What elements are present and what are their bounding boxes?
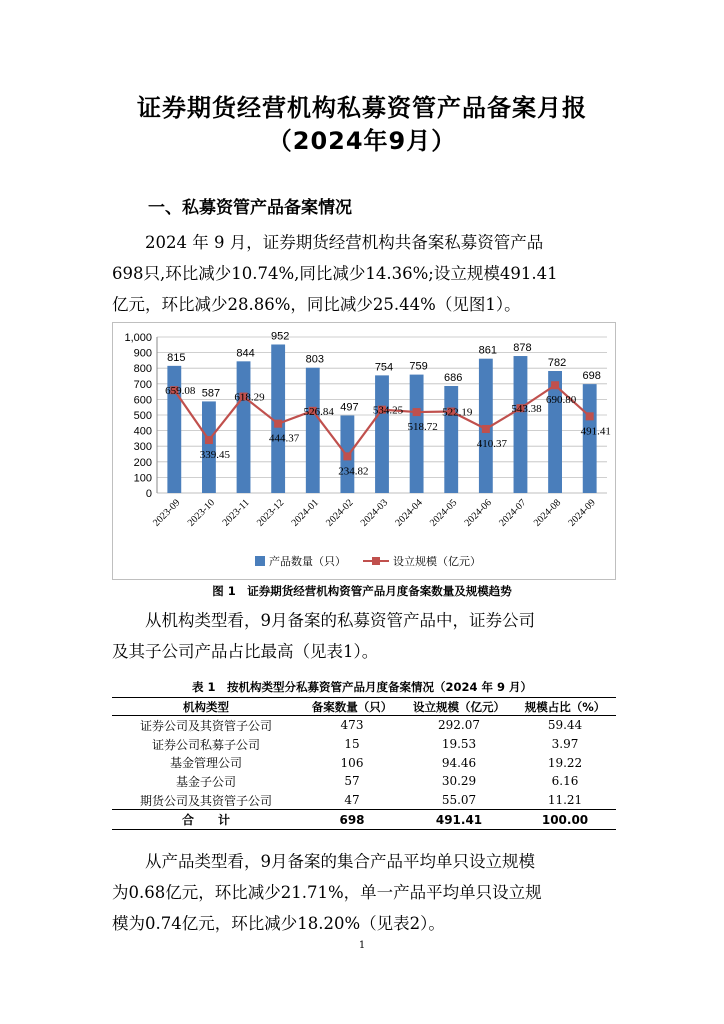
figure-caption: 图 1 证券期货经营机构资管产品月度备案数量及规模趋势 (212, 584, 512, 598)
table-cell: 证券公司及其资管子公司 (139, 718, 272, 733)
x-tick-label: 2023-11 (220, 497, 252, 529)
y-tick-label: 100 (133, 472, 152, 485)
line-data-label: 491.41 (580, 425, 611, 438)
y-tick-label: 300 (133, 441, 152, 454)
line-data-label: 518.72 (407, 421, 438, 434)
line-data-label: 690.80 (545, 394, 577, 407)
table-row (112, 735, 616, 754)
bar-data-label: 698 (582, 370, 601, 383)
table-row (112, 753, 616, 772)
bar (306, 368, 320, 493)
table-row (112, 716, 616, 735)
table-cell: 94.46 (441, 755, 477, 770)
x-tick-label: 2024-06 (462, 497, 494, 529)
bar-data-label: 754 (374, 361, 394, 374)
bar (514, 356, 528, 493)
paragraph-2-line-2: 及其子公司产品占比最高（见表1）。 (112, 642, 379, 661)
x-tick-label: 2024-08 (531, 497, 564, 529)
table-cell: 47 (344, 793, 360, 808)
table-cell: 106 (340, 755, 364, 770)
line-data-label: 234.82 (338, 465, 369, 478)
scale-point (551, 381, 559, 389)
bar (375, 375, 389, 493)
legend-label-scale: 设立规模（亿元） (393, 556, 481, 568)
line-data-label: 534.25 (372, 404, 404, 417)
scale-point (343, 452, 351, 460)
table-total-row (112, 810, 616, 830)
line-data-label: 339.45 (199, 449, 231, 462)
paragraph-3-line-2: 为0.68亿元，环比减少21.71%，单一产品平均单只设立规 (112, 883, 542, 902)
table-cell: 292.07 (438, 718, 480, 733)
table-cell: 基金子公司 (175, 774, 236, 789)
table-cell: 59.44 (547, 718, 583, 733)
y-tick-label: 1,000 (124, 332, 152, 344)
line-data-label: 444.37 (269, 432, 300, 445)
bar (583, 384, 597, 493)
legend-label-count: 产品数量（只） (269, 556, 346, 568)
bar-data-label: 497 (340, 401, 359, 414)
bar (237, 361, 251, 493)
table-cell: 基金管理公司 (169, 756, 242, 771)
table-cell: 55.07 (441, 793, 477, 808)
table-header-cell: 备案数量（只） (300, 698, 404, 716)
line-data-label: 618.29 (234, 391, 265, 404)
chart-svg (113, 323, 615, 579)
paragraph-2-line-1: 从机构类型看，9月备案的私募资管产品中，证券公司 (145, 611, 535, 630)
bar-data-label: 782 (547, 357, 567, 370)
paragraph-3-line-1: 从产品类型看，9月备案的集合产品平均单只设立规模 (145, 852, 535, 871)
table-cell: 11.21 (547, 793, 583, 808)
line-data-label: 410.37 (476, 437, 507, 450)
paragraph-1-line-2: 698只,环比减少10.74%,同比减少14.36%;设立规模491.41 (112, 264, 558, 283)
bar-data-label: 686 (444, 371, 463, 384)
bar-data-label: 878 (513, 342, 532, 355)
scale-point (413, 408, 421, 416)
table-cell: 证券公司私募子公司 (151, 737, 260, 752)
bar-data-label: 759 (409, 360, 428, 373)
table-cell: 491.41 (404, 810, 514, 830)
x-tick-label: 2024-01 (289, 497, 321, 529)
paragraph-1-line-1: 2024 年 9 月，证券期货经营机构共备案私募资管产品 (145, 233, 544, 252)
institution-table (112, 697, 616, 830)
bar-data-label: 844 (236, 347, 255, 360)
bar (444, 386, 458, 493)
table-cell: 30.29 (441, 774, 477, 789)
report-subtitle-date: （2024年9月） (267, 127, 457, 155)
x-tick-label: 2024-07 (497, 497, 529, 529)
table-caption: 表 1 按机构类型分私募资管产品月度备案情况（2024 年 9 月） (191, 680, 533, 694)
table-cell: 3.97 (551, 737, 579, 752)
chart-container (112, 322, 616, 580)
paragraph-3-line-3: 模为0.74亿元，环比减少18.20%（见表2）。 (112, 914, 445, 933)
y-tick-label: 200 (133, 456, 152, 469)
report-title: 证券期货经营机构私募资管产品备案月报 (137, 94, 587, 122)
table-row (112, 772, 616, 791)
y-tick-label: 700 (133, 378, 152, 391)
bar-data-label: 803 (305, 353, 324, 366)
x-tick-label: 2023-10 (185, 497, 218, 529)
table-cell: 473 (340, 718, 364, 733)
line-data-label: 526.84 (303, 405, 334, 418)
line-data-label: 659.08 (165, 385, 196, 398)
paragraph-1 (112, 227, 616, 258)
x-tick-label: 2024-05 (427, 497, 460, 529)
scale-point (586, 412, 594, 420)
table-cell: 期货公司及其资管子公司 (139, 793, 272, 808)
bar-data-label: 861 (478, 344, 498, 357)
y-tick-label: 600 (133, 394, 152, 407)
y-tick-label: 800 (133, 363, 152, 376)
paragraph-1-line-3: 亿元，环比减少28.86%，同比减少25.44%（见图1）。 (112, 295, 521, 314)
scale-point (482, 425, 490, 433)
table-cell: 19.22 (547, 755, 583, 770)
table-cell: 100.00 (514, 810, 616, 830)
section-heading: 一、私募资管产品备案情况 (148, 198, 352, 218)
line-data-label: 543.38 (511, 403, 542, 416)
table-cell: 698 (300, 810, 404, 830)
x-tick-label: 2023-09 (151, 497, 183, 529)
y-tick-label: 0 (145, 488, 152, 500)
table-cell: 19.53 (441, 737, 477, 752)
x-tick-label: 2024-02 (324, 497, 356, 529)
table-cell: 合 计 (112, 810, 300, 830)
table-row (112, 791, 616, 810)
table-cell: 15 (344, 737, 360, 752)
legend-line-marker (372, 557, 380, 565)
scale-point (205, 436, 213, 444)
table-header-cell: 设立规模（亿元） (404, 698, 514, 716)
x-tick-label: 2024-04 (393, 497, 425, 529)
y-tick-label: 400 (133, 425, 152, 438)
bar-data-label: 587 (201, 387, 221, 400)
bar (202, 401, 216, 493)
y-tick-label: 900 (133, 347, 152, 360)
table-header-cell: 机构类型 (112, 698, 300, 716)
bar (410, 375, 424, 493)
table-cell: 57 (344, 774, 360, 789)
bar-data-label: 952 (270, 330, 290, 343)
table-cell: 6.16 (551, 774, 579, 789)
page-number: 1 (358, 940, 366, 951)
table-header-row (112, 698, 616, 716)
x-tick-label: 2024-09 (566, 497, 598, 529)
legend-bar-swatch (255, 556, 265, 566)
bar-data-label: 815 (167, 351, 186, 364)
table-header-cell: 规模占比（%） (514, 698, 616, 716)
scale-point (274, 420, 282, 428)
x-tick-label: 2024-03 (358, 497, 391, 529)
x-tick-label: 2023-12 (254, 497, 287, 529)
line-data-label: 522.19 (442, 406, 473, 419)
y-tick-label: 500 (133, 410, 152, 422)
